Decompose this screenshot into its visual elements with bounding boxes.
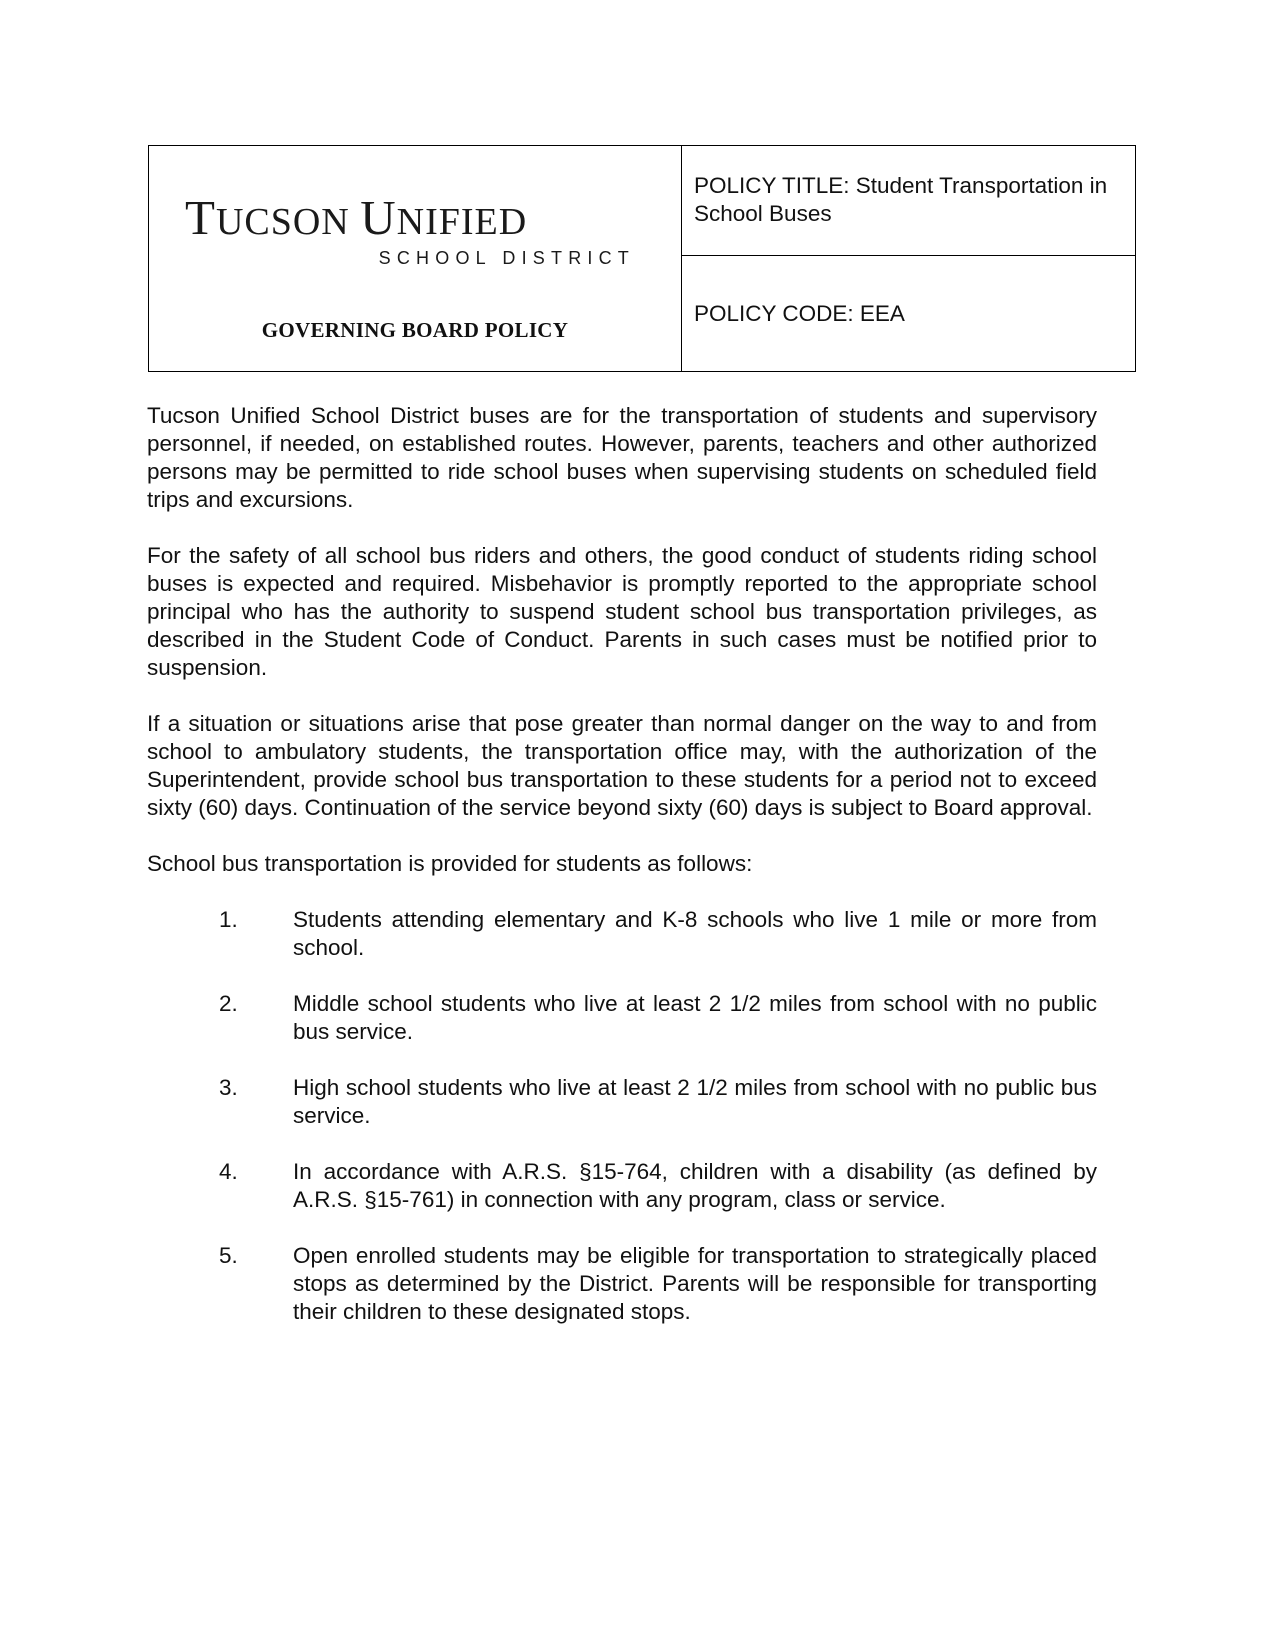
list-item-text: High school students who live at least 2 1/2 miles from school with no public bus service.: [293, 1075, 1097, 1128]
district-logo: [185, 192, 635, 269]
list-item: [147, 906, 1097, 962]
list-item-text: Students attending elementary and K-8 schools who live 1 mile or more from school.: [293, 907, 1097, 960]
policy-body: [147, 402, 1097, 1354]
list-item: [147, 990, 1097, 1046]
header-logo-cell: [149, 146, 682, 371]
logo-text-nified: NIFIED: [396, 201, 528, 243]
paragraph-2: For the safety of all school bus riders and others, the good conduct of students riding school buses is expected and required. Misbehavior is promptly reported to the appropriate school principal who has the authority to suspend student school bus transportation privileges, as described in the Student Code of Conduct. Parents in such cases must be notified prior to suspension.: [147, 543, 1097, 680]
paragraph-4: School bus transportation is provided for students as follows:: [147, 851, 753, 876]
paragraph-1: Tucson Unified School District buses are for the transportation of students and supervisory personnel, if needed, on established routes. However, parents, teachers and other authorized persons may be permitted to ride school buses when supervising students on scheduled field trips and excursions.: [147, 403, 1097, 512]
eligibility-list: [147, 906, 1097, 1326]
list-item-number: 4.: [219, 1159, 238, 1184]
list-item: [147, 1242, 1097, 1326]
logo-letter-t: T: [185, 190, 216, 245]
paragraph-3: If a situation or situations arise that pose greater than normal danger on the way to and from school to ambulatory students, the transportation office may, with the authorization of the Superintendent, provide school bus transportation to these students for a period not to exceed sixty (60) days. Continuation of the service beyond sixty (60) days is subject to Board approval.: [147, 711, 1097, 820]
header-info-cells: [682, 146, 1135, 371]
logo-letter-u: U: [360, 190, 397, 245]
policy-code: POLICY CODE: EEA: [694, 301, 905, 326]
list-item-number: 1.: [219, 907, 238, 932]
list-item-number: 3.: [219, 1075, 238, 1100]
list-item-text: Open enrolled students may be eligible for transportation to strategically placed stops as determined by the District. Parents will be responsible for transporting their children to these designated stops.: [293, 1243, 1097, 1324]
policy-header-table: [148, 145, 1136, 372]
logo-wordmark: [185, 192, 635, 248]
list-item-text: Middle school students who live at least 2 1/2 miles from school with no public bus service.: [293, 991, 1097, 1044]
governing-board-policy-label: GOVERNING BOARD POLICY: [261, 318, 569, 342]
logo-subtitle: SCHOOL DISTRICT: [378, 248, 635, 268]
list-item-number: 2.: [219, 991, 238, 1016]
list-item: [147, 1074, 1097, 1130]
list-item-text: In accordance with A.R.S. §15-764, children with a disability (as defined by A.R.S. §15-761) in connection with any program, class or service.: [293, 1159, 1097, 1212]
logo-text-ucson: UCSON: [215, 201, 361, 243]
list-item: [147, 1158, 1097, 1214]
list-item-number: 5.: [219, 1243, 238, 1268]
policy-title: POLICY TITLE: Student Transportation in School Buses: [682, 146, 1135, 256]
